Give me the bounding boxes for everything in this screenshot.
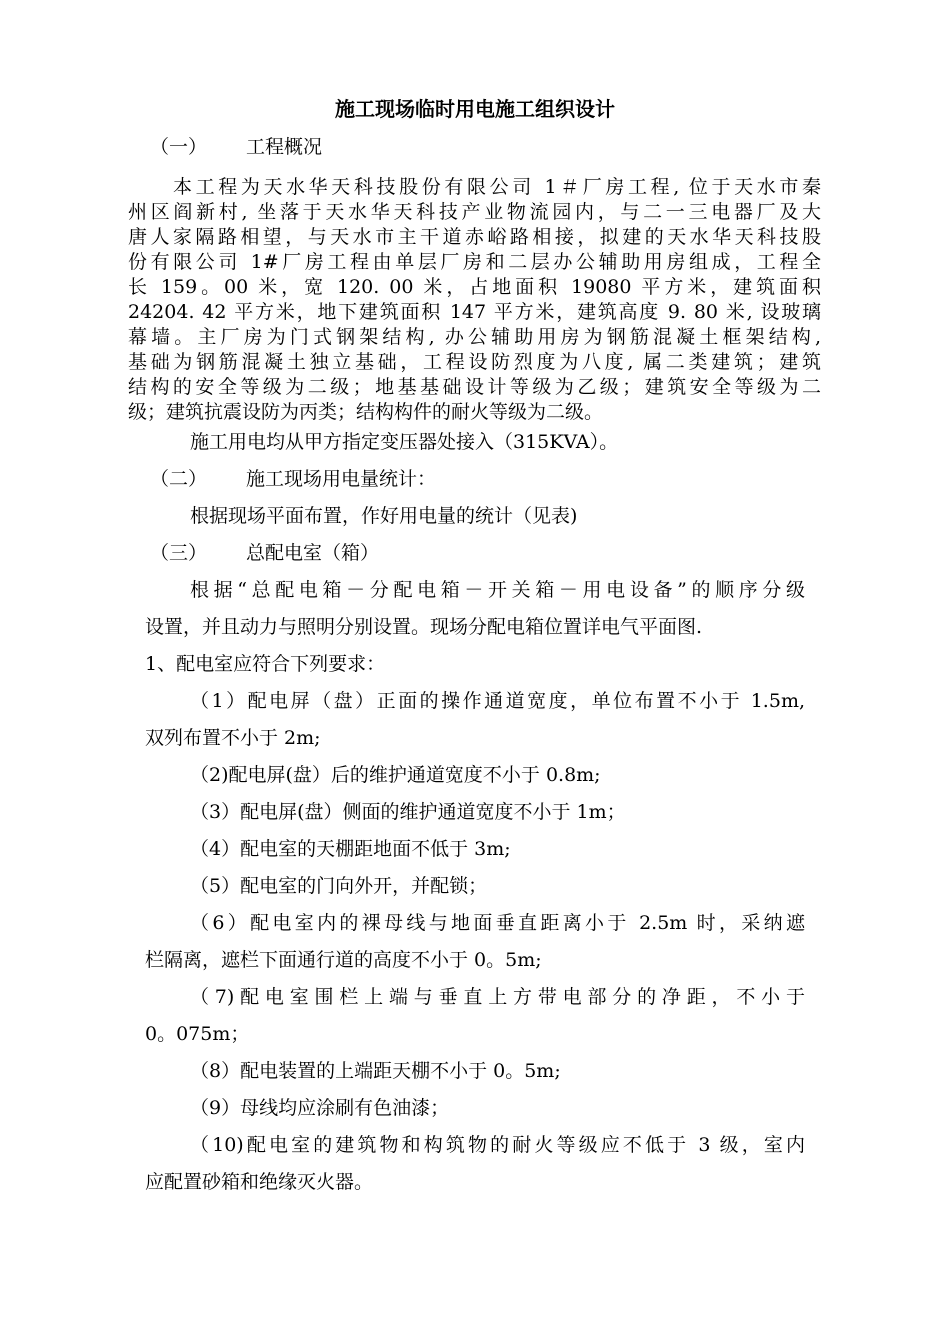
paragraph-line: 长 159。00 米，宽 120. 00 米，占地面积 19080 平方米，建筑面积 bbox=[128, 276, 821, 298]
requirement-8: （8）配电装置的上端距天棚不小于 0。5m; bbox=[190, 1060, 561, 1082]
section-number: （一） bbox=[150, 136, 208, 158]
section-number: （二） bbox=[150, 468, 208, 490]
section-heading-overview bbox=[150, 134, 322, 160]
paragraph-line: 唐人家隔路相望，与天水市主干道赤峪路相接，拟建的天水华天科技股 bbox=[128, 226, 821, 248]
paragraph-line: 0。075m； bbox=[145, 1023, 250, 1045]
paragraph-line: 结构的安全等级为二级；地基基础设计等级为乙级；建筑安全等级为二 bbox=[128, 376, 821, 398]
paragraph-line: 本工程为天水华天科技股份有限公司 1＃厂房工程, 位于天水市秦 bbox=[173, 176, 821, 198]
paragraph-line: 栏隔离，遮栏下面通行道的高度不小于 0。5m; bbox=[145, 949, 542, 971]
paragraph-line: （7)配电室围栏上端与垂直上方带电部分的净距，不小于 bbox=[190, 986, 805, 1008]
paragraph-line: 基础为钢筋混凝土独立基础，工程设防烈度为八度, 属二类建筑；建筑 bbox=[128, 351, 821, 373]
section-title: 工程概况 bbox=[246, 136, 323, 158]
section-title: 施工现场用电量统计： bbox=[246, 468, 437, 490]
requirement-3: （3）配电屏(盘）侧面的维护通道宽度不小于 1m； bbox=[190, 801, 626, 823]
paragraph-line: 设置，并且动力与照明分别设置。现场分配电箱位置详电气平面图. bbox=[145, 616, 703, 638]
document-title: 施工现场临时用电施工组织设计 bbox=[335, 97, 615, 121]
stats-text: 根据现场平面布置，作好用电量的统计（见表) bbox=[190, 505, 578, 527]
paragraph-line: 州区阎新村, 坐落于天水华天科技产业物流园内，与二一三电器厂及大 bbox=[128, 201, 821, 223]
paragraph-line: （6）配电室内的裸母线与地面垂直距离小于 2.5m 时，采纳遮 bbox=[190, 912, 805, 934]
paragraph-line: （1）配电屏（盘）正面的操作通道宽度，单位布置不小于 1.5m, bbox=[190, 690, 805, 712]
paragraph-line: 幕墙。主厂房为门式钢架结构, 办公辅助用房为钢筋混凝土框架结构, bbox=[128, 326, 821, 348]
paragraph-line: 根据“总配电箱－分配电箱－开关箱－用电设备”的顺序分级 bbox=[190, 579, 805, 601]
requirements-heading: 1、配电室应符合下列要求： bbox=[145, 653, 386, 675]
requirement-9: （9）母线均应涂刷有色油漆； bbox=[190, 1097, 450, 1119]
paragraph-line: 双列布置不小于 2m; bbox=[145, 727, 321, 749]
paragraph-line: 份有限公司 1#厂房工程由单层厂房和二层办公辅助用房组成，工程全 bbox=[128, 251, 821, 273]
section-number: （三） bbox=[150, 542, 208, 564]
paragraph-line: （10)配电室的建筑物和构筑物的耐火等级应不低于 3 级，室内 bbox=[190, 1134, 805, 1156]
paragraph-line: 应配置砂箱和绝缘灭火器。 bbox=[145, 1171, 374, 1193]
section-title: 总配电室（箱） bbox=[246, 542, 380, 564]
requirement-4: （4）配电室的天棚距地面不低于 3m; bbox=[190, 838, 511, 860]
requirement-5: （5）配电室的门向外开，并配锁； bbox=[190, 875, 488, 897]
paragraph-line: 级；建筑抗震设防为丙类；结构构件的耐火等级为二级。 bbox=[128, 401, 604, 423]
power-source-text: 施工用电均从甲方指定变压器处接入（315KVA）。 bbox=[190, 431, 619, 453]
section-heading-main-distribution bbox=[150, 540, 379, 566]
requirement-2: （2)配电屏(盘）后的维护通道宽度不小于 0.8m; bbox=[190, 764, 601, 786]
section-heading-power-stats bbox=[150, 466, 436, 492]
paragraph-line: 24204. 42 平方米，地下建筑面积 147 平方米，建筑高度 9. 80 米, 设玻璃 bbox=[128, 301, 821, 323]
